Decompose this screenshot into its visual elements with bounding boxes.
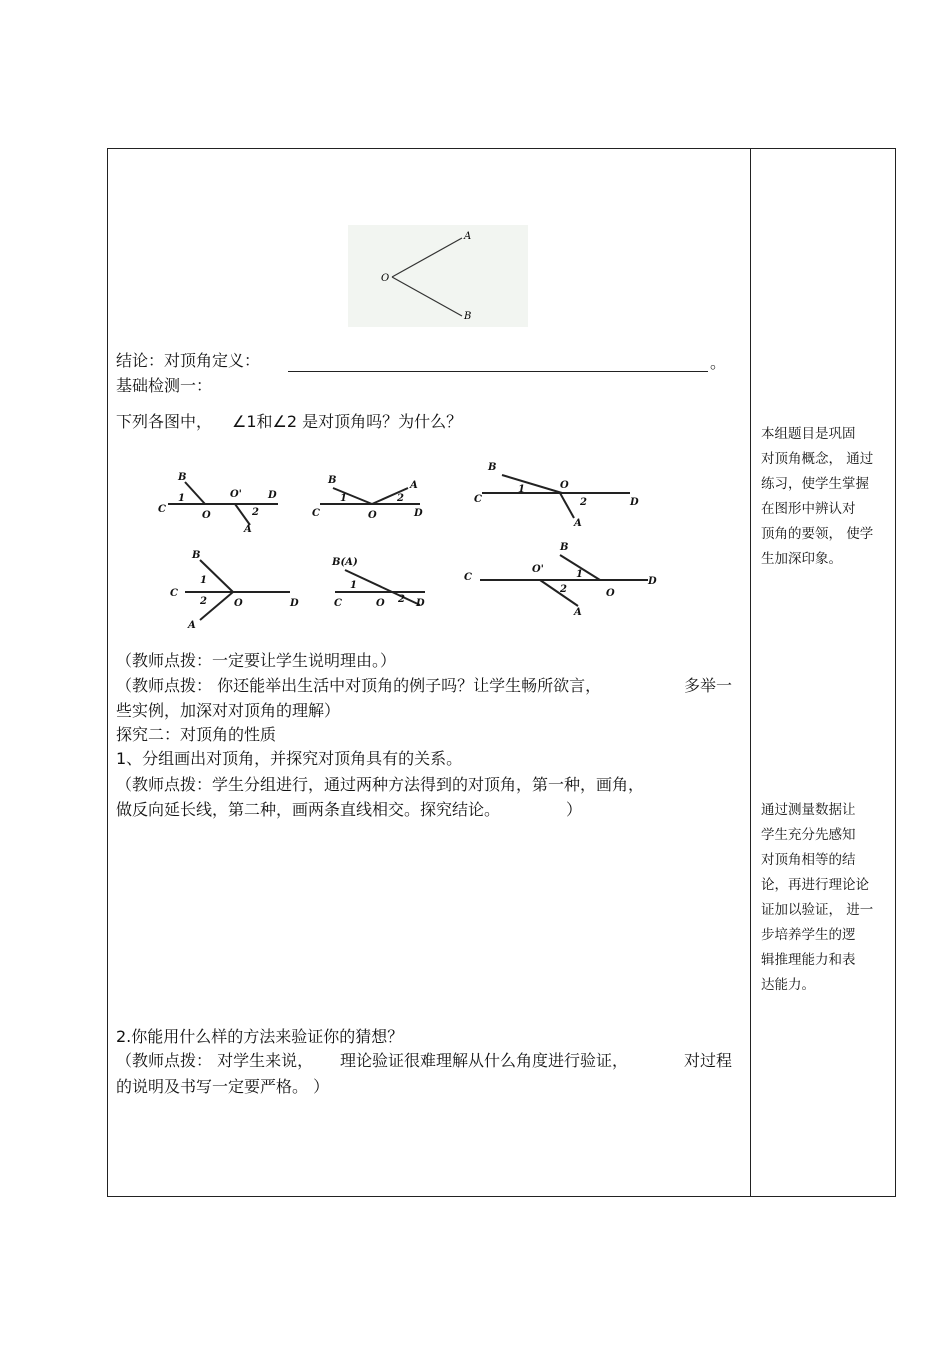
hint-1: （教师点拨：一定要让学生说明理由。） <box>116 651 397 670</box>
svg-text:2: 2 <box>200 596 207 607</box>
vertical-angle-figures <box>150 460 670 635</box>
angle-aob-figure <box>348 225 528 327</box>
hint-4-line-1: （教师点拨： 对学生来说， <box>116 1051 314 1070</box>
figure-4 <box>170 550 299 631</box>
svg-text:2: 2 <box>560 584 567 595</box>
svg-text:O': O' <box>230 489 242 500</box>
svg-text:1: 1 <box>518 484 525 495</box>
svg-text:D: D <box>290 598 299 609</box>
svg-text:O: O <box>376 598 385 609</box>
svg-text:O: O <box>202 510 211 521</box>
svg-text:O: O <box>234 598 243 609</box>
definition-blank <box>288 371 708 372</box>
column-divider <box>750 148 751 1197</box>
svg-text:C: C <box>158 504 166 515</box>
figure-5 <box>331 557 425 609</box>
svg-text:2: 2 <box>398 594 405 605</box>
svg-text:D: D <box>268 490 277 501</box>
svg-text:O: O <box>368 510 377 521</box>
svg-text:1: 1 <box>340 493 347 504</box>
hint-2-line-1: （教师点拨： 你还能举出生活中对顶角的例子吗？让学生畅所欲言， <box>116 676 602 695</box>
svg-text:1: 1 <box>200 575 207 586</box>
hint-4-line-1-right: 对过程 <box>684 1051 733 1070</box>
svg-text:A: A <box>574 607 582 618</box>
svg-text:O': O' <box>532 564 544 575</box>
figure-6 <box>464 542 657 618</box>
question-angles: ∠1和∠2 是对顶角吗？为什么？ <box>232 412 463 431</box>
figure-3 <box>474 462 639 529</box>
question-text: 下列各图中， <box>116 412 213 431</box>
svg-text:A: A <box>574 518 582 529</box>
label-a: A <box>464 231 472 242</box>
hint-3-line-2: 做反向延长线，第二种，画两条直线相交。探究结论。 <box>116 800 501 819</box>
svg-text:2: 2 <box>252 507 259 518</box>
svg-text:1: 1 <box>576 569 583 580</box>
svg-text:D: D <box>416 598 425 609</box>
hint-2-line-1-right: 多举一 <box>684 676 733 695</box>
label-o: O <box>381 273 390 284</box>
svg-text:1: 1 <box>178 493 185 504</box>
svg-text:2: 2 <box>580 497 587 508</box>
svg-text:C: C <box>312 508 320 519</box>
hint-4-line-1-mid: 理论验证很难理解从什么角度进行验证， <box>340 1051 629 1070</box>
check-title: 基础检测一： <box>116 376 213 395</box>
svg-text:D: D <box>630 497 639 508</box>
task-1: 1、分组画出对顶角，并探究对顶角具有的关系。 <box>116 749 463 768</box>
svg-text:O: O <box>606 588 615 599</box>
svg-text:B: B <box>178 472 187 483</box>
hint-4-line-2: 的说明及书写一定要严格。 ） <box>116 1077 330 1096</box>
svg-text:B: B <box>488 462 497 473</box>
conclusion-end: 。 <box>710 353 727 372</box>
svg-text:C: C <box>170 588 178 599</box>
hint-2-line-2: 些实例，加深对对顶角的理解） <box>116 701 341 720</box>
svg-text:B: B <box>192 550 201 561</box>
svg-text:C: C <box>464 572 472 583</box>
svg-text:C: C <box>334 598 342 609</box>
svg-text:C: C <box>474 494 482 505</box>
svg-text:O: O <box>560 480 569 491</box>
svg-text:A: A <box>244 524 252 535</box>
hint-3-line-1: （教师点拨：学生分组进行，通过两种方法得到的对顶角，第一种，画角， <box>116 775 645 794</box>
svg-text:2: 2 <box>397 493 404 504</box>
svg-text:B(A): B(A) <box>332 557 358 568</box>
hint-3-end: ） <box>566 800 583 819</box>
label-b: B <box>464 311 472 322</box>
svg-text:A: A <box>188 620 196 631</box>
svg-text:B: B <box>560 542 569 553</box>
svg-text:D: D <box>648 576 657 587</box>
svg-text:B: B <box>328 475 337 486</box>
svg-text:A: A <box>410 480 418 491</box>
conclusion-label: 结论：对顶角定义： <box>116 351 261 370</box>
svg-text:1: 1 <box>350 580 357 591</box>
task-2: 2.你能用什么样的方法来验证你的猜想？ <box>116 1027 404 1046</box>
explore-2-title: 探究二：对顶角的性质 <box>116 725 277 744</box>
figure-1 <box>158 472 278 535</box>
figure-2 <box>312 475 423 521</box>
svg-text:D: D <box>414 508 423 519</box>
